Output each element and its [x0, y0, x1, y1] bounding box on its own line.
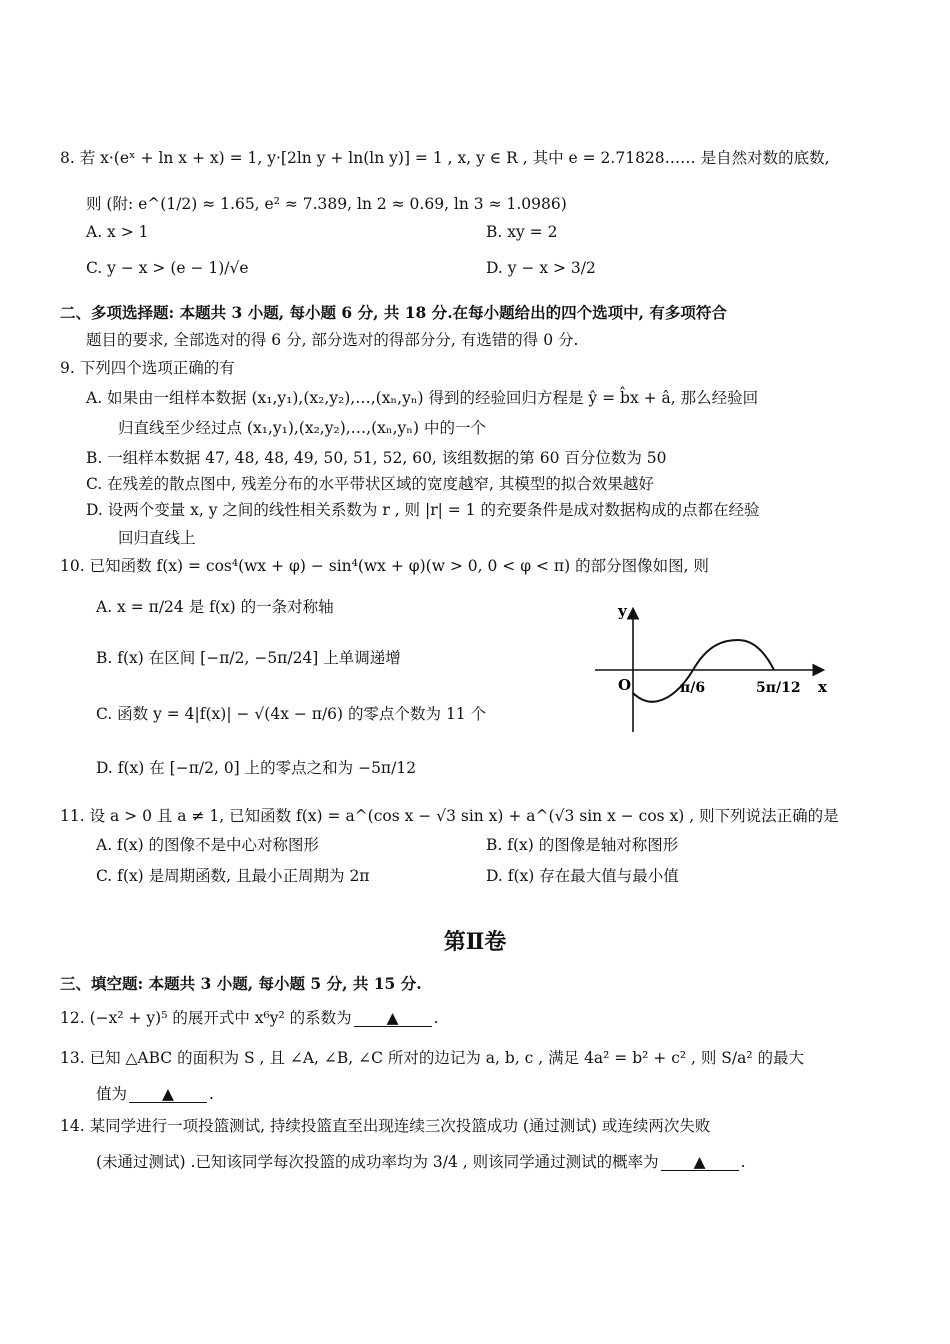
- q10-option-c: C. 函数 y = 4|f(x)| − √(4x − π/6) 的零点个数为 11 个: [96, 705, 487, 723]
- q12-answer-blank[interactable]: ▲: [354, 1010, 432, 1027]
- q11-option-a: A. f(x) 的图像不是中心对称图形: [96, 836, 320, 854]
- q13-end: .: [209, 1085, 214, 1103]
- q14-answer-blank[interactable]: ▲: [661, 1154, 739, 1171]
- q12-stem: 12. (−x² + y)⁵ 的展开式中 x⁶y² 的系数为: [60, 1009, 352, 1027]
- q13-stem: 13. 已知 △ABC 的面积为 S , 且 ∠A, ∠B, ∠C 所对的边记为 a, b, c , 满足 4a² = b² + c² , 则 S/a² 的最大: [60, 1049, 805, 1067]
- q11-option-d: D. f(x) 存在最大值与最小值: [486, 867, 679, 885]
- q8-option-c: C. y − x > (e − 1)/√e: [86, 259, 249, 277]
- q14-stem: 14. 某同学进行一项投篮测试, 持续投篮直至出现连续三次投篮成功 (通过测试) 或连续两次失败: [60, 1117, 711, 1135]
- y-axis-label: y: [618, 602, 627, 620]
- q12-end: .: [433, 1009, 439, 1027]
- section2-instructions: 题目的要求, 全部选对的得 6 分, 部分选对的得部分分, 有选错的得 0 分.: [86, 331, 579, 349]
- q10-option-a: A. x = π/24 是 f(x) 的一条对称轴: [96, 598, 334, 616]
- q13-stem-cont: 值为: [96, 1085, 128, 1103]
- q14-end: .: [740, 1153, 746, 1171]
- q8-stem: 8. 若 x·(eˣ + ln x + x) = 1, y·[2ln y + ln(ln y)] = 1 , x, y ∈ R , 其中 e = 2.71828…… 是自然对数的底数,: [60, 149, 830, 167]
- q8-stem-hint: 则 (附: e^(1/2) ≈ 1.65, e² ≈ 7.389, ln 2 ≈ 0.69, ln 3 ≈ 1.0986): [86, 195, 567, 213]
- q9-option-a: A. 如果由一组样本数据 (x₁,y₁),(x₂,y₂),…,(xₙ,yₙ) 得到的经验回归方程是 ŷ = b̂x + â, 那么经验回: [86, 389, 759, 407]
- x-axis-label: x: [818, 678, 827, 696]
- q10-option-b: B. f(x) 在区间 [−π/2, −5π/24] 上单调递增: [96, 649, 401, 667]
- q9-option-d-cont: 回归直线上: [118, 529, 196, 547]
- q11-option-b: B. f(x) 的图像是轴对称图形: [486, 836, 679, 854]
- q11-stem: 11. 设 a > 0 且 a ≠ 1, 已知函数 f(x) = a^(cos x − √3 sin x) + a^(√3 sin x − cos x) , 则下列说法正确的是: [60, 807, 839, 825]
- q13-answer-blank[interactable]: ▲: [129, 1086, 207, 1103]
- section2-heading: 二、多项选择题: 本题共 3 小题, 每小题 6 分, 共 18 分.在每小题给出的四个选项中, 有多项符合: [60, 303, 727, 322]
- q10-stem: 10. 已知函数 f(x) = cos⁴(wx + φ) − sin⁴(wx + φ)(w > 0, 0 < φ < π) 的部分图像如图, 则: [60, 557, 709, 575]
- origin-label: O: [618, 676, 632, 694]
- tick-label-5pi-12: 5π/12: [756, 680, 801, 696]
- q9-option-d: D. 设两个变量 x, y 之间的线性相关系数为 r , 则 |r| = 1 的充要条件是成对数据构成的点都在经验: [86, 501, 760, 519]
- q8-option-d: D. y − x > 3/2: [486, 259, 596, 277]
- q8-option-b: B. xy = 2: [486, 223, 558, 241]
- q8-option-a: A. x > 1: [86, 223, 149, 241]
- q13-line2: [96, 1084, 214, 1104]
- q9-option-b: B. 一组样本数据 47, 48, 48, 49, 50, 51, 52, 60, 该组数据的第 60 百分位数为 50: [86, 449, 667, 467]
- q9-option-a-cont: 归直线至少经过点 (x₁,y₁),(x₂,y₂),…,(xₙ,yₙ) 中的一个: [118, 419, 486, 437]
- tick-label-pi-6: π/6: [680, 680, 706, 696]
- q14-line2: [96, 1152, 746, 1172]
- section3-heading: 三、填空题: 本题共 3 小题, 每小题 5 分, 共 15 分.: [60, 974, 422, 993]
- q14-stem-cont: (未通过测试) .已知该同学每次投篮的成功率均为 3/4 , 则该同学通过测试的概率为: [96, 1153, 659, 1171]
- q12-line: [60, 1008, 439, 1028]
- q9-stem: 9. 下列四个选项正确的有: [60, 359, 235, 377]
- q9-option-c: C. 在残差的散点图中, 残差分布的水平带状区域的宽度越窄, 其模型的拟合效果越好: [86, 475, 654, 493]
- q10-function-graph: [590, 600, 840, 740]
- q10-option-d: D. f(x) 在 [−π/2, 0] 上的零点之和为 −5π/12: [96, 759, 417, 777]
- q11-option-c: C. f(x) 是周期函数, 且最小正周期为 2π: [96, 867, 370, 885]
- part-2-title: 第Ⅱ卷: [443, 929, 507, 955]
